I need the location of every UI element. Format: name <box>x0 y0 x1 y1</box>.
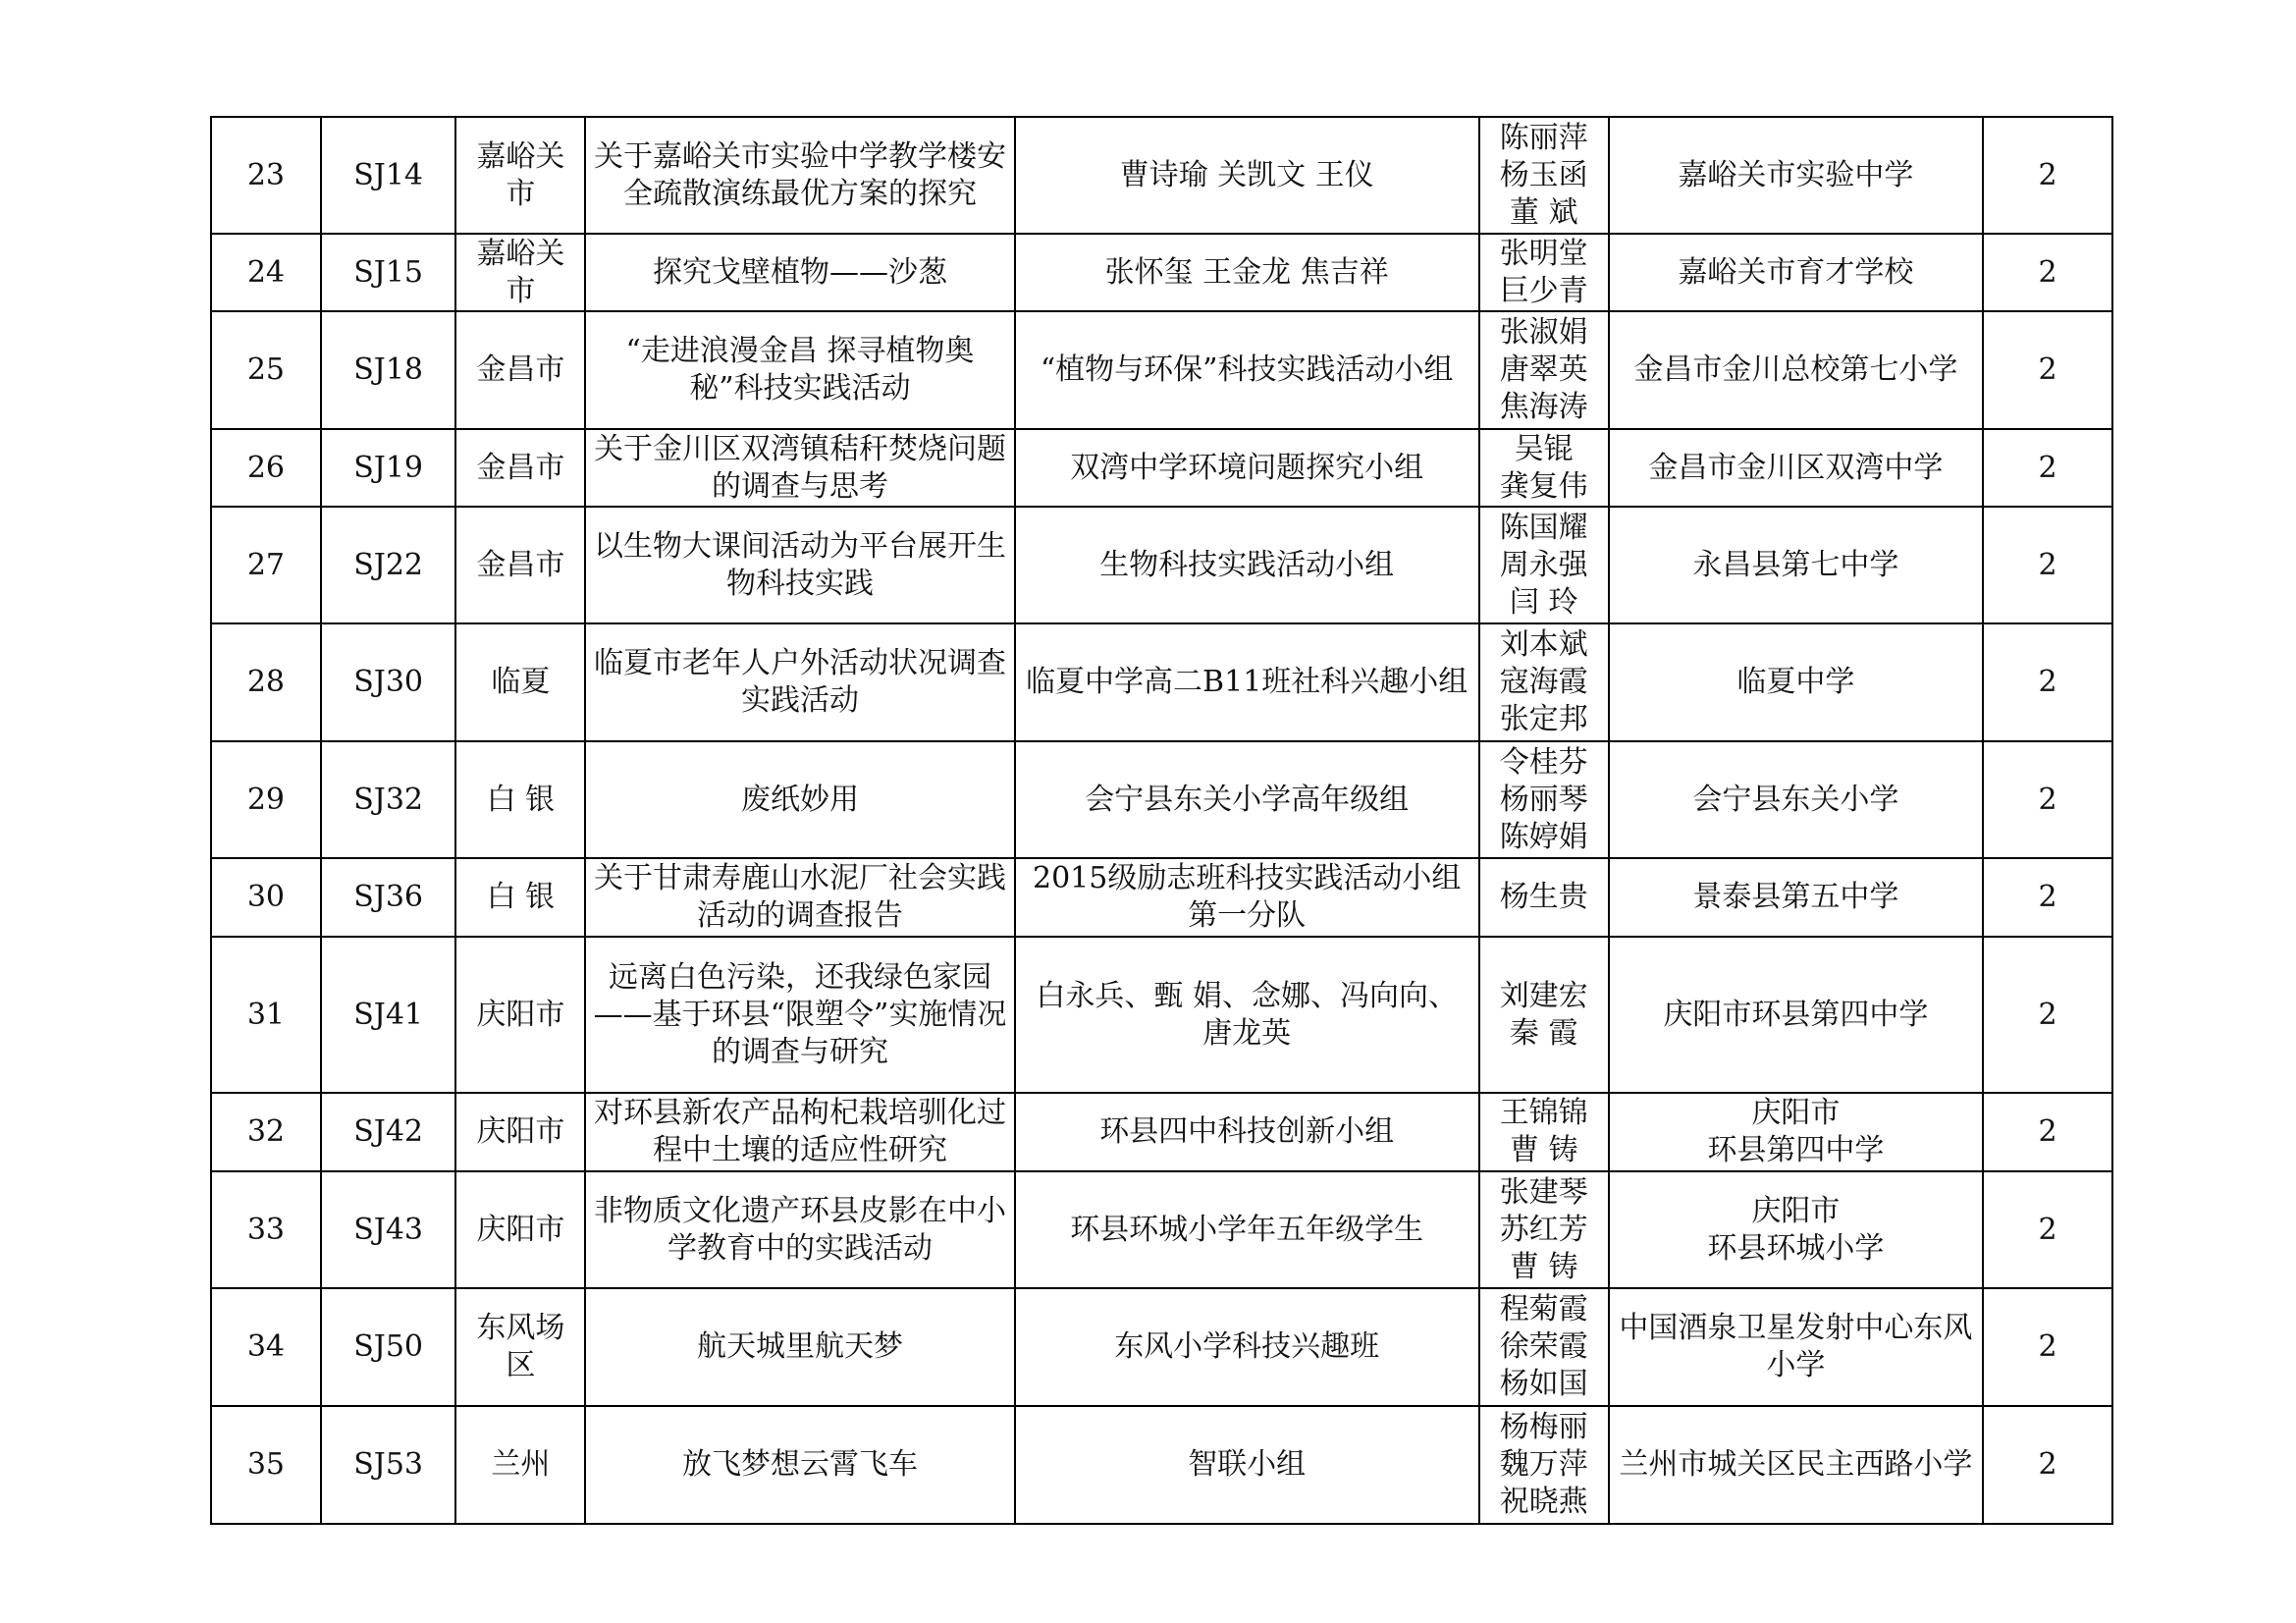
count: 2 <box>1983 937 2112 1093</box>
school: 兰州市城关区民主西路小学 <box>1609 1406 1983 1524</box>
authors: 环县四中科技创新小组 <box>1015 1093 1479 1171</box>
teacher-name: 王锦锦 <box>1499 1096 1588 1130</box>
row-number: 29 <box>211 741 321 858</box>
teacher-name: 焦海涛 <box>1499 390 1588 424</box>
teacher-name: 吴锟 <box>1514 431 1574 466</box>
region: 白 银 <box>455 858 585 937</box>
count: 2 <box>1983 858 2112 937</box>
teacher-name: 龚复伟 <box>1499 468 1588 504</box>
region: 金昌市 <box>455 311 585 429</box>
teacher-name: 刘本斌 <box>1499 627 1588 662</box>
school-line: 环县第四中学 <box>1707 1133 1885 1167</box>
project-code: SJ43 <box>321 1171 456 1288</box>
count: 2 <box>1983 234 2112 311</box>
teacher-name: 曹 铸 <box>1509 1249 1578 1284</box>
table-row <box>211 937 2112 1093</box>
table-row <box>211 1093 2112 1171</box>
school: 临夏中学 <box>1609 623 1983 741</box>
teachers <box>1479 1171 1609 1288</box>
region: 兰州 <box>455 1406 585 1524</box>
school: 庆阳市环县第四中学 <box>1609 937 1983 1093</box>
school: 会宁县东关小学 <box>1609 741 1983 858</box>
teacher-name: 陈丽萍 <box>1499 120 1588 155</box>
project-title: 废纸妙用 <box>585 741 1014 858</box>
teacher-name: 祝晓燕 <box>1499 1485 1588 1519</box>
teacher-name: 张建琴 <box>1499 1174 1588 1210</box>
row-number: 30 <box>211 858 321 937</box>
project-code: SJ41 <box>321 937 456 1093</box>
teachers <box>1479 507 1609 623</box>
project-code: SJ50 <box>321 1288 456 1406</box>
project-title: 远离白色污染，还我绿色家园——基于环县“限塑令”实施情况的调查与研究 <box>585 937 1014 1093</box>
row-number: 25 <box>211 311 321 429</box>
table-row <box>211 507 2112 623</box>
teachers <box>1479 858 1609 937</box>
teachers <box>1479 1288 1609 1406</box>
count: 2 <box>1983 623 2112 741</box>
school: 中国酒泉卫星发射中心东风小学 <box>1609 1288 1983 1406</box>
project-title: 对环县新农产品枸杞栽培驯化过程中土壤的适应性研究 <box>585 1093 1014 1171</box>
teacher-name: 曹 铸 <box>1509 1133 1578 1167</box>
teacher-name: 寇海霞 <box>1499 665 1588 699</box>
teacher-name: 苏红芳 <box>1499 1212 1588 1247</box>
project-code: SJ42 <box>321 1093 456 1171</box>
table-row <box>211 311 2112 429</box>
count: 2 <box>1983 1171 2112 1288</box>
teacher-name: 张定邦 <box>1499 702 1588 736</box>
teacher-name: 周永强 <box>1499 547 1588 582</box>
project-title: 关于金川区双湾镇秸秆焚烧问题的调查与思考 <box>585 429 1014 507</box>
teacher-name: 杨如国 <box>1499 1367 1588 1401</box>
teachers <box>1479 1406 1609 1524</box>
row-number: 24 <box>211 234 321 311</box>
row-number: 23 <box>211 117 321 234</box>
teacher-name: 秦 霞 <box>1509 1015 1578 1051</box>
awards-table <box>210 116 2113 1525</box>
project-code: SJ22 <box>321 507 456 623</box>
school: 嘉峪关市实验中学 <box>1609 117 1983 234</box>
teacher-name: 董 斌 <box>1509 194 1578 230</box>
project-code: SJ15 <box>321 234 456 311</box>
row-number: 34 <box>211 1288 321 1406</box>
project-title: 非物质文化遗产环县皮影在中小学教育中的实践活动 <box>585 1171 1014 1288</box>
authors: 生物科技实践活动小组 <box>1015 507 1479 623</box>
project-code: SJ18 <box>321 311 456 429</box>
teacher-name: 杨丽琴 <box>1499 782 1588 817</box>
school: 金昌市金川总校第七小学 <box>1609 311 1983 429</box>
project-code: SJ53 <box>321 1406 456 1524</box>
project-title: “走进浪漫金昌 探寻植物奥秘”科技实践活动 <box>585 311 1014 429</box>
table-row <box>211 234 2112 311</box>
table-row <box>211 429 2112 507</box>
teacher-name: 令桂芬 <box>1499 744 1588 780</box>
authors: 双湾中学环境问题探究小组 <box>1015 429 1479 507</box>
row-number: 28 <box>211 623 321 741</box>
count: 2 <box>1983 1093 2112 1171</box>
school: 金昌市金川区双湾中学 <box>1609 429 1983 507</box>
table-row <box>211 623 2112 741</box>
teachers <box>1479 234 1609 311</box>
table-row <box>211 1288 2112 1406</box>
teachers <box>1479 429 1609 507</box>
project-title: 临夏市老年人户外活动状况调查实践活动 <box>585 623 1014 741</box>
teacher-name: 杨玉函 <box>1499 157 1588 192</box>
project-title: 放飞梦想云霄飞车 <box>585 1406 1014 1524</box>
teachers <box>1479 311 1609 429</box>
teacher-name: 巨少青 <box>1499 273 1588 308</box>
school-line: 环县环城小学 <box>1707 1230 1885 1266</box>
teachers <box>1479 741 1609 858</box>
project-code: SJ14 <box>321 117 456 234</box>
authors: 白永兵、甄 娟、念娜、冯向向、唐龙英 <box>1015 937 1479 1093</box>
teacher-name: 陈国耀 <box>1499 510 1588 545</box>
authors: 2015级励志班科技实践活动小组第一分队 <box>1015 858 1479 937</box>
row-number: 33 <box>211 1171 321 1288</box>
count: 2 <box>1983 1406 2112 1524</box>
region: 庆阳市 <box>455 1171 585 1288</box>
authors: 环县环城小学年五年级学生 <box>1015 1171 1479 1288</box>
project-title: 关于甘肃寿鹿山水泥厂社会实践活动的调查报告 <box>585 858 1014 937</box>
count: 2 <box>1983 429 2112 507</box>
teachers <box>1479 117 1609 234</box>
teacher-name: 唐翠英 <box>1499 352 1588 387</box>
table-row <box>211 1171 2112 1288</box>
teacher-name: 杨生贵 <box>1499 880 1588 914</box>
teacher-name: 魏万萍 <box>1499 1447 1588 1482</box>
authors: 张怀玺 王金龙 焦吉祥 <box>1015 234 1479 311</box>
teacher-name: 闫 玲 <box>1509 584 1578 620</box>
teacher-name: 刘建宏 <box>1499 978 1588 1013</box>
region: 金昌市 <box>455 507 585 623</box>
teachers <box>1479 623 1609 741</box>
project-title: 以生物大课间活动为平台展开生物科技实践 <box>585 507 1014 623</box>
project-title: 关于嘉峪关市实验中学教学楼安全疏散演练最优方案的探究 <box>585 117 1014 234</box>
row-number: 35 <box>211 1406 321 1524</box>
authors: 会宁县东关小学高年级组 <box>1015 741 1479 858</box>
region: 庆阳市 <box>455 1093 585 1171</box>
row-number: 26 <box>211 429 321 507</box>
region: 嘉峪关市 <box>455 234 585 311</box>
count: 2 <box>1983 311 2112 429</box>
table-row <box>211 1406 2112 1524</box>
project-code: SJ32 <box>321 741 456 858</box>
project-code: SJ30 <box>321 623 456 741</box>
teacher-name: 陈婷娟 <box>1499 819 1588 854</box>
teacher-name: 程菊霞 <box>1499 1292 1588 1326</box>
project-code: SJ36 <box>321 858 456 937</box>
authors: “植物与环保”科技实践活动小组 <box>1015 311 1479 429</box>
school <box>1609 1093 1983 1171</box>
count: 2 <box>1983 507 2112 623</box>
count: 2 <box>1983 1288 2112 1406</box>
count: 2 <box>1983 117 2112 234</box>
row-number: 32 <box>211 1093 321 1171</box>
table-row <box>211 117 2112 234</box>
teacher-name: 杨梅丽 <box>1499 1410 1588 1444</box>
teachers <box>1479 937 1609 1093</box>
school: 永昌县第七中学 <box>1609 507 1983 623</box>
teacher-name: 张淑娟 <box>1499 315 1588 350</box>
authors: 智联小组 <box>1015 1406 1479 1524</box>
project-title: 探究戈壁植物——沙葱 <box>585 234 1014 311</box>
teacher-name: 张明堂 <box>1499 236 1588 271</box>
school-line: 庆阳市 <box>1751 1193 1841 1228</box>
school: 景泰县第五中学 <box>1609 858 1983 937</box>
region: 嘉峪关市 <box>455 117 585 234</box>
region: 庆阳市 <box>455 937 585 1093</box>
region: 东风场区 <box>455 1288 585 1406</box>
teachers <box>1479 1093 1609 1171</box>
count: 2 <box>1983 741 2112 858</box>
school: 嘉峪关市育才学校 <box>1609 234 1983 311</box>
region: 白 银 <box>455 741 585 858</box>
project-code: SJ19 <box>321 429 456 507</box>
school-line: 庆阳市 <box>1751 1096 1841 1130</box>
authors: 东风小学科技兴趣班 <box>1015 1288 1479 1406</box>
school <box>1609 1171 1983 1288</box>
teacher-name: 徐荣霞 <box>1499 1329 1588 1364</box>
table-row <box>211 858 2112 937</box>
authors: 临夏中学高二B11班社科兴趣小组 <box>1015 623 1479 741</box>
row-number: 31 <box>211 937 321 1093</box>
project-title: 航天城里航天梦 <box>585 1288 1014 1406</box>
region: 临夏 <box>455 623 585 741</box>
table-row <box>211 741 2112 858</box>
region: 金昌市 <box>455 429 585 507</box>
authors: 曹诗瑜 关凯文 王仪 <box>1015 117 1479 234</box>
row-number: 27 <box>211 507 321 623</box>
